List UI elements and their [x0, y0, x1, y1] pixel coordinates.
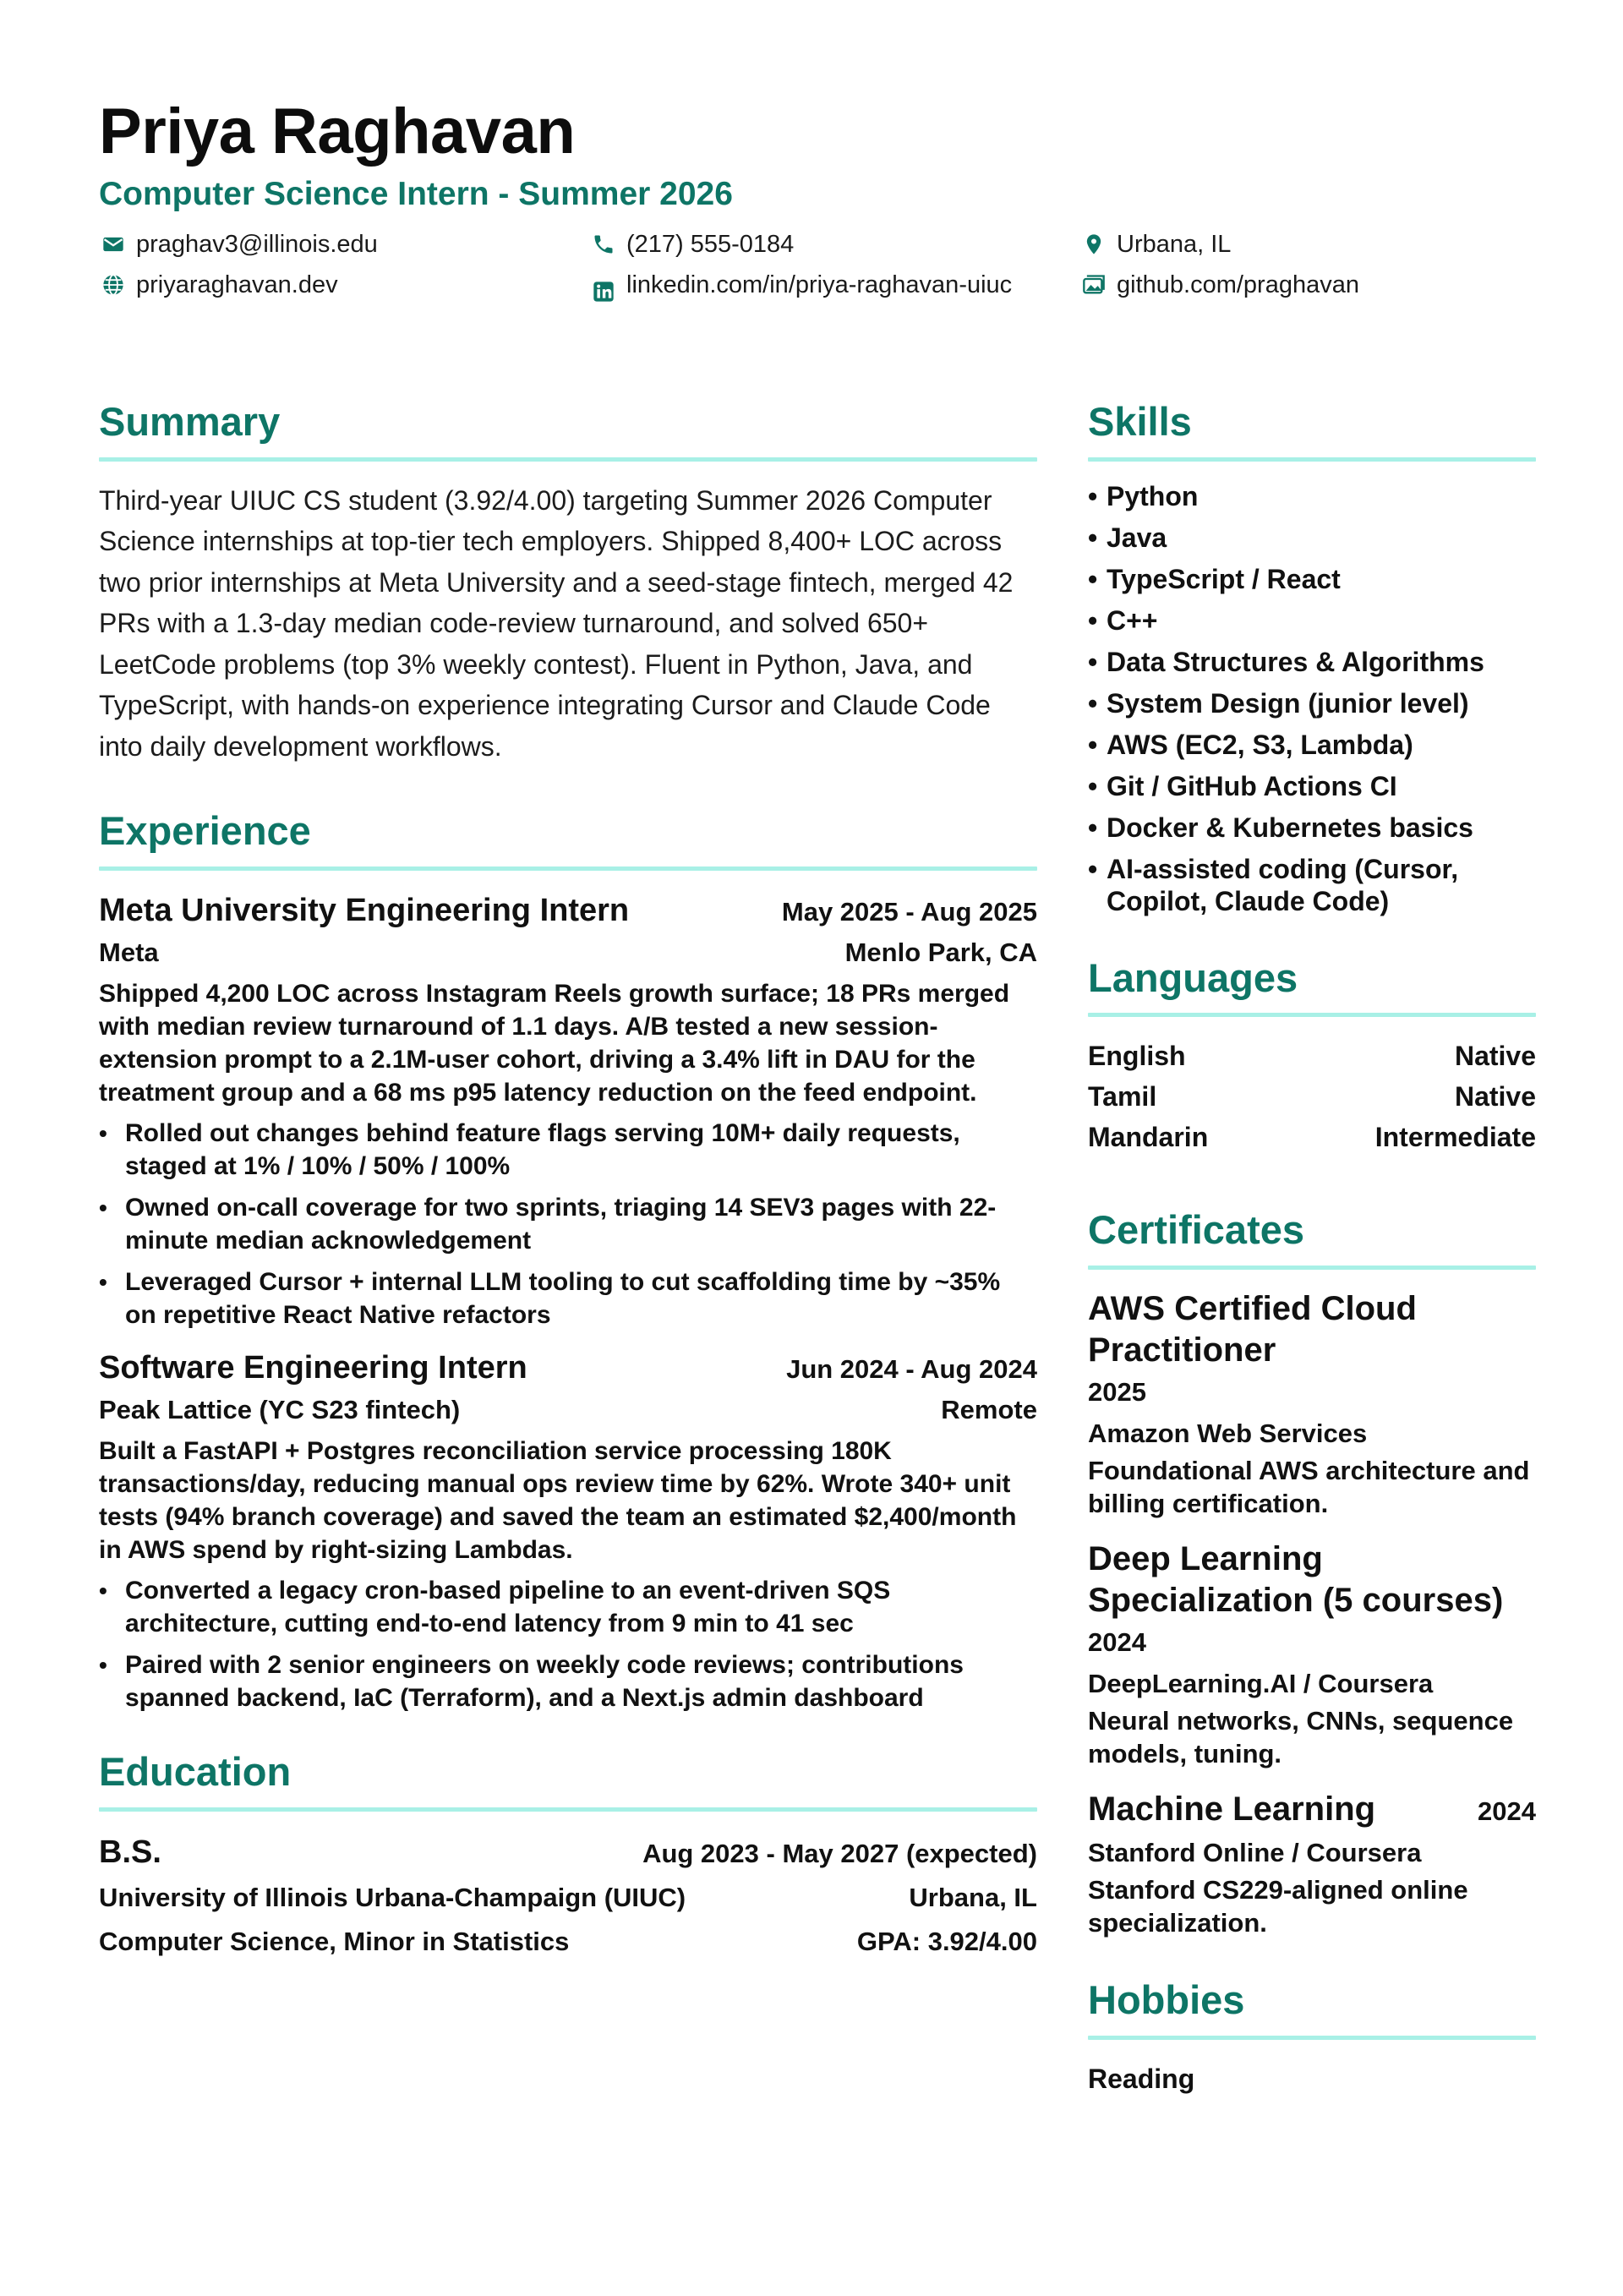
language-level: Intermediate [1374, 1122, 1536, 1153]
hobbies-section [1088, 1978, 1536, 2099]
job-entry [99, 1347, 1037, 1714]
contact-location [1079, 229, 1536, 260]
education-location: Urbana, IL [909, 1882, 1037, 1912]
job-title: Meta University Engineering Intern [99, 892, 630, 928]
skills-heading: Skills [1088, 399, 1192, 444]
certificate-year: 2024 [1478, 1796, 1536, 1827]
job-title: Software Engineering Intern [99, 1349, 527, 1386]
section-divider [99, 1807, 1037, 1812]
candidate-name: Priya Raghavan [99, 96, 576, 167]
hobby-item: Reading [1088, 2063, 1195, 2094]
education-gpa: GPA: 3.92/4.00 [856, 1926, 1037, 1956]
job-description: Shipped 4,200 LOC across Instagram Reels growth surface; 18 PRs merged with median review turnaround of 1.1 days. A/B tested a new session-extension prompt to a 2.1M-user cohort, driving a 3.4% lift in DAU for the treatment group and a 68 ms p95 latency reduction on the feed endpoint. [99, 979, 1010, 1107]
certificate-issuer: Stanford Online / Coursera [1088, 1838, 1422, 1868]
skill-item: • Python [1088, 480, 1536, 512]
skill-item: • System Design (junior level) [1088, 687, 1536, 719]
job-bullet: • Paired with 2 senior engineers on weekly code reviews; contributions spanned backend, IaC (Terraform), and a Next.js admin dashboard [99, 1648, 1037, 1714]
section-divider [1088, 1013, 1536, 1017]
contact-github-text: github.com/praghavan [1117, 271, 1359, 298]
certificates-heading: Certificates [1088, 1207, 1304, 1253]
skill-item: • C++ [1088, 604, 1536, 637]
language-row [1088, 1076, 1536, 1117]
certificate-title: AWS Certified Cloud Practitioner [1088, 1290, 1417, 1369]
contact-website-text: priyaraghavan.dev [136, 271, 338, 298]
experience-section [99, 809, 1037, 1714]
section-divider [1088, 2036, 1536, 2040]
education-heading: Education [99, 1748, 292, 1794]
skill-item: • AWS (EC2, S3, Lambda) [1088, 729, 1536, 761]
job-entry [99, 889, 1037, 1331]
contact-linkedin-text: linkedin.com/in/priya-raghavan-uiuc [626, 271, 1013, 298]
certificate-entry [1088, 1539, 1536, 1770]
skills-section [1088, 400, 1536, 917]
job-bullet: • Rolled out changes behind feature flags serving 10M+ daily requests, staged at 1% / 10% / 50% / 100% [99, 1117, 1037, 1183]
certificate-year: 2025 [1088, 1377, 1146, 1408]
location-pin-icon [1079, 230, 1108, 259]
section-divider [99, 457, 1037, 462]
certificate-entry [1088, 1789, 1536, 1939]
resume-page [99, 96, 1536, 2094]
certificate-entry [1088, 1288, 1536, 1520]
globe-icon [99, 271, 128, 299]
language-name: English [1088, 1041, 1186, 1072]
education-degree: B.S. [99, 1834, 161, 1870]
skill-item: • Docker & Kubernetes basics [1088, 812, 1536, 844]
contact-linkedin[interactable] [589, 270, 1079, 306]
language-row [1088, 1117, 1536, 1157]
certificate-year: 2024 [1088, 1627, 1146, 1658]
skills-list [1088, 480, 1536, 917]
job-dates: May 2025 - Aug 2025 [781, 896, 1037, 927]
section-divider [1088, 457, 1536, 462]
contact-phone-text: (217) 555-0184 [626, 230, 795, 258]
certificates-section [1088, 1208, 1536, 1939]
language-level: Native [1454, 1041, 1536, 1072]
education-school: University of Illinois Urbana-Champaign (UIUC) [99, 1882, 686, 1912]
skill-item: • Git / GitHub Actions CI [1088, 770, 1536, 802]
contact-phone[interactable] [589, 229, 1079, 260]
certificate-title: Deep Learning Specialization (5 courses) [1088, 1540, 1504, 1620]
language-row [1088, 1036, 1536, 1076]
certificate-issuer: DeepLearning.AI / Coursera [1088, 1669, 1434, 1699]
mail-icon [99, 230, 128, 259]
experience-heading: Experience [99, 808, 311, 854]
summary-section [99, 400, 1037, 767]
phone-icon [589, 230, 618, 259]
skill-item: • AI-assisted coding (Cursor, Copilot, Claude Code) [1088, 853, 1536, 917]
job-dates: Jun 2024 - Aug 2024 [786, 1353, 1037, 1384]
job-bullets [99, 1117, 1037, 1331]
header [99, 96, 1536, 306]
languages-heading: Languages [1088, 954, 1298, 1000]
job-description: Built a FastAPI + Postgres reconciliation service processing 180K transactions/day, reducing manual ops review time by 62%. Wrote 340+ unit tests (94% branch coverage) and saved the team an estimated $2,400/month in AWS spend by right-sizing Lambdas. [99, 1436, 1017, 1564]
contact-github[interactable] [1079, 270, 1536, 306]
github-icon [1079, 271, 1108, 299]
certificate-description: Stanford CS229-aligned online specialization. [1088, 1875, 1468, 1938]
certificate-description: Neural networks, CNNs, sequence models, tuning. [1088, 1706, 1514, 1769]
contact-website[interactable] [99, 270, 589, 306]
section-divider [1088, 1266, 1536, 1270]
linkedin-icon [589, 277, 618, 306]
summary-text: Third-year UIUC CS student (3.92/4.00) targeting Summer 2026 Computer Science internships at top-tier tech employers. Shipped 8,400+ LOC across two prior internships at Meta University and a seed-stage fintech, merged 42 PRs with a 1.3-day median code-review turnaround, and solved 650+ LeetCode problems (top 3% weekly contest). Fluent in Python, Java, and TypeScript, with hands-on experience integrating Cursor and Claude Code into daily development workflows. [99, 484, 1014, 762]
skill-item: • TypeScript / React [1088, 563, 1536, 595]
contact-list [99, 229, 1536, 306]
job-company: Peak Lattice (YC S23 fintech) [99, 1394, 461, 1424]
skill-item: • Java [1088, 522, 1536, 554]
education-major: Computer Science, Minor in Statistics [99, 1926, 570, 1956]
summary-heading: Summary [99, 399, 281, 444]
contact-email[interactable] [99, 229, 589, 260]
language-name: Mandarin [1088, 1122, 1209, 1153]
contact-email-text: praghav3@illinois.edu [136, 230, 378, 258]
certificate-description: Foundational AWS architecture and billing certification. [1088, 1456, 1530, 1519]
certificate-issuer: Amazon Web Services [1088, 1419, 1368, 1449]
skill-item: • Data Structures & Algorithms [1088, 646, 1536, 678]
job-bullet: • Converted a legacy cron-based pipeline to an event-driven SQS architecture, cutting end-to-end latency from 9 min to 41 sec [99, 1574, 1037, 1640]
certificate-title: Machine Learning [1088, 1790, 1376, 1829]
contact-location-text: Urbana, IL [1117, 230, 1232, 258]
language-level: Native [1454, 1081, 1536, 1112]
right-column [1088, 400, 1536, 2099]
job-bullet: • Owned on-call coverage for two sprints, triaging 14 SEV3 pages with 22-minute median acknowledgement [99, 1191, 1037, 1257]
job-bullets [99, 1574, 1037, 1714]
hobbies-heading: Hobbies [1088, 1977, 1245, 2023]
education-section [99, 1750, 1037, 1964]
job-company: Meta [99, 937, 159, 967]
languages-section [1088, 956, 1536, 1158]
job-location: Menlo Park, CA [844, 937, 1037, 967]
candidate-role: Computer Science Intern - Summer 2026 [99, 176, 733, 212]
education-dates: Aug 2023 - May 2027 (expected) [642, 1838, 1037, 1868]
job-bullet: • Leveraged Cursor + internal LLM tooling to cut scaffolding time by ~35% on repetitive React Native refactors [99, 1266, 1037, 1331]
language-name: Tamil [1088, 1081, 1157, 1112]
job-location: Remote [941, 1394, 1037, 1424]
section-divider [99, 866, 1037, 871]
left-column [99, 400, 1037, 1964]
